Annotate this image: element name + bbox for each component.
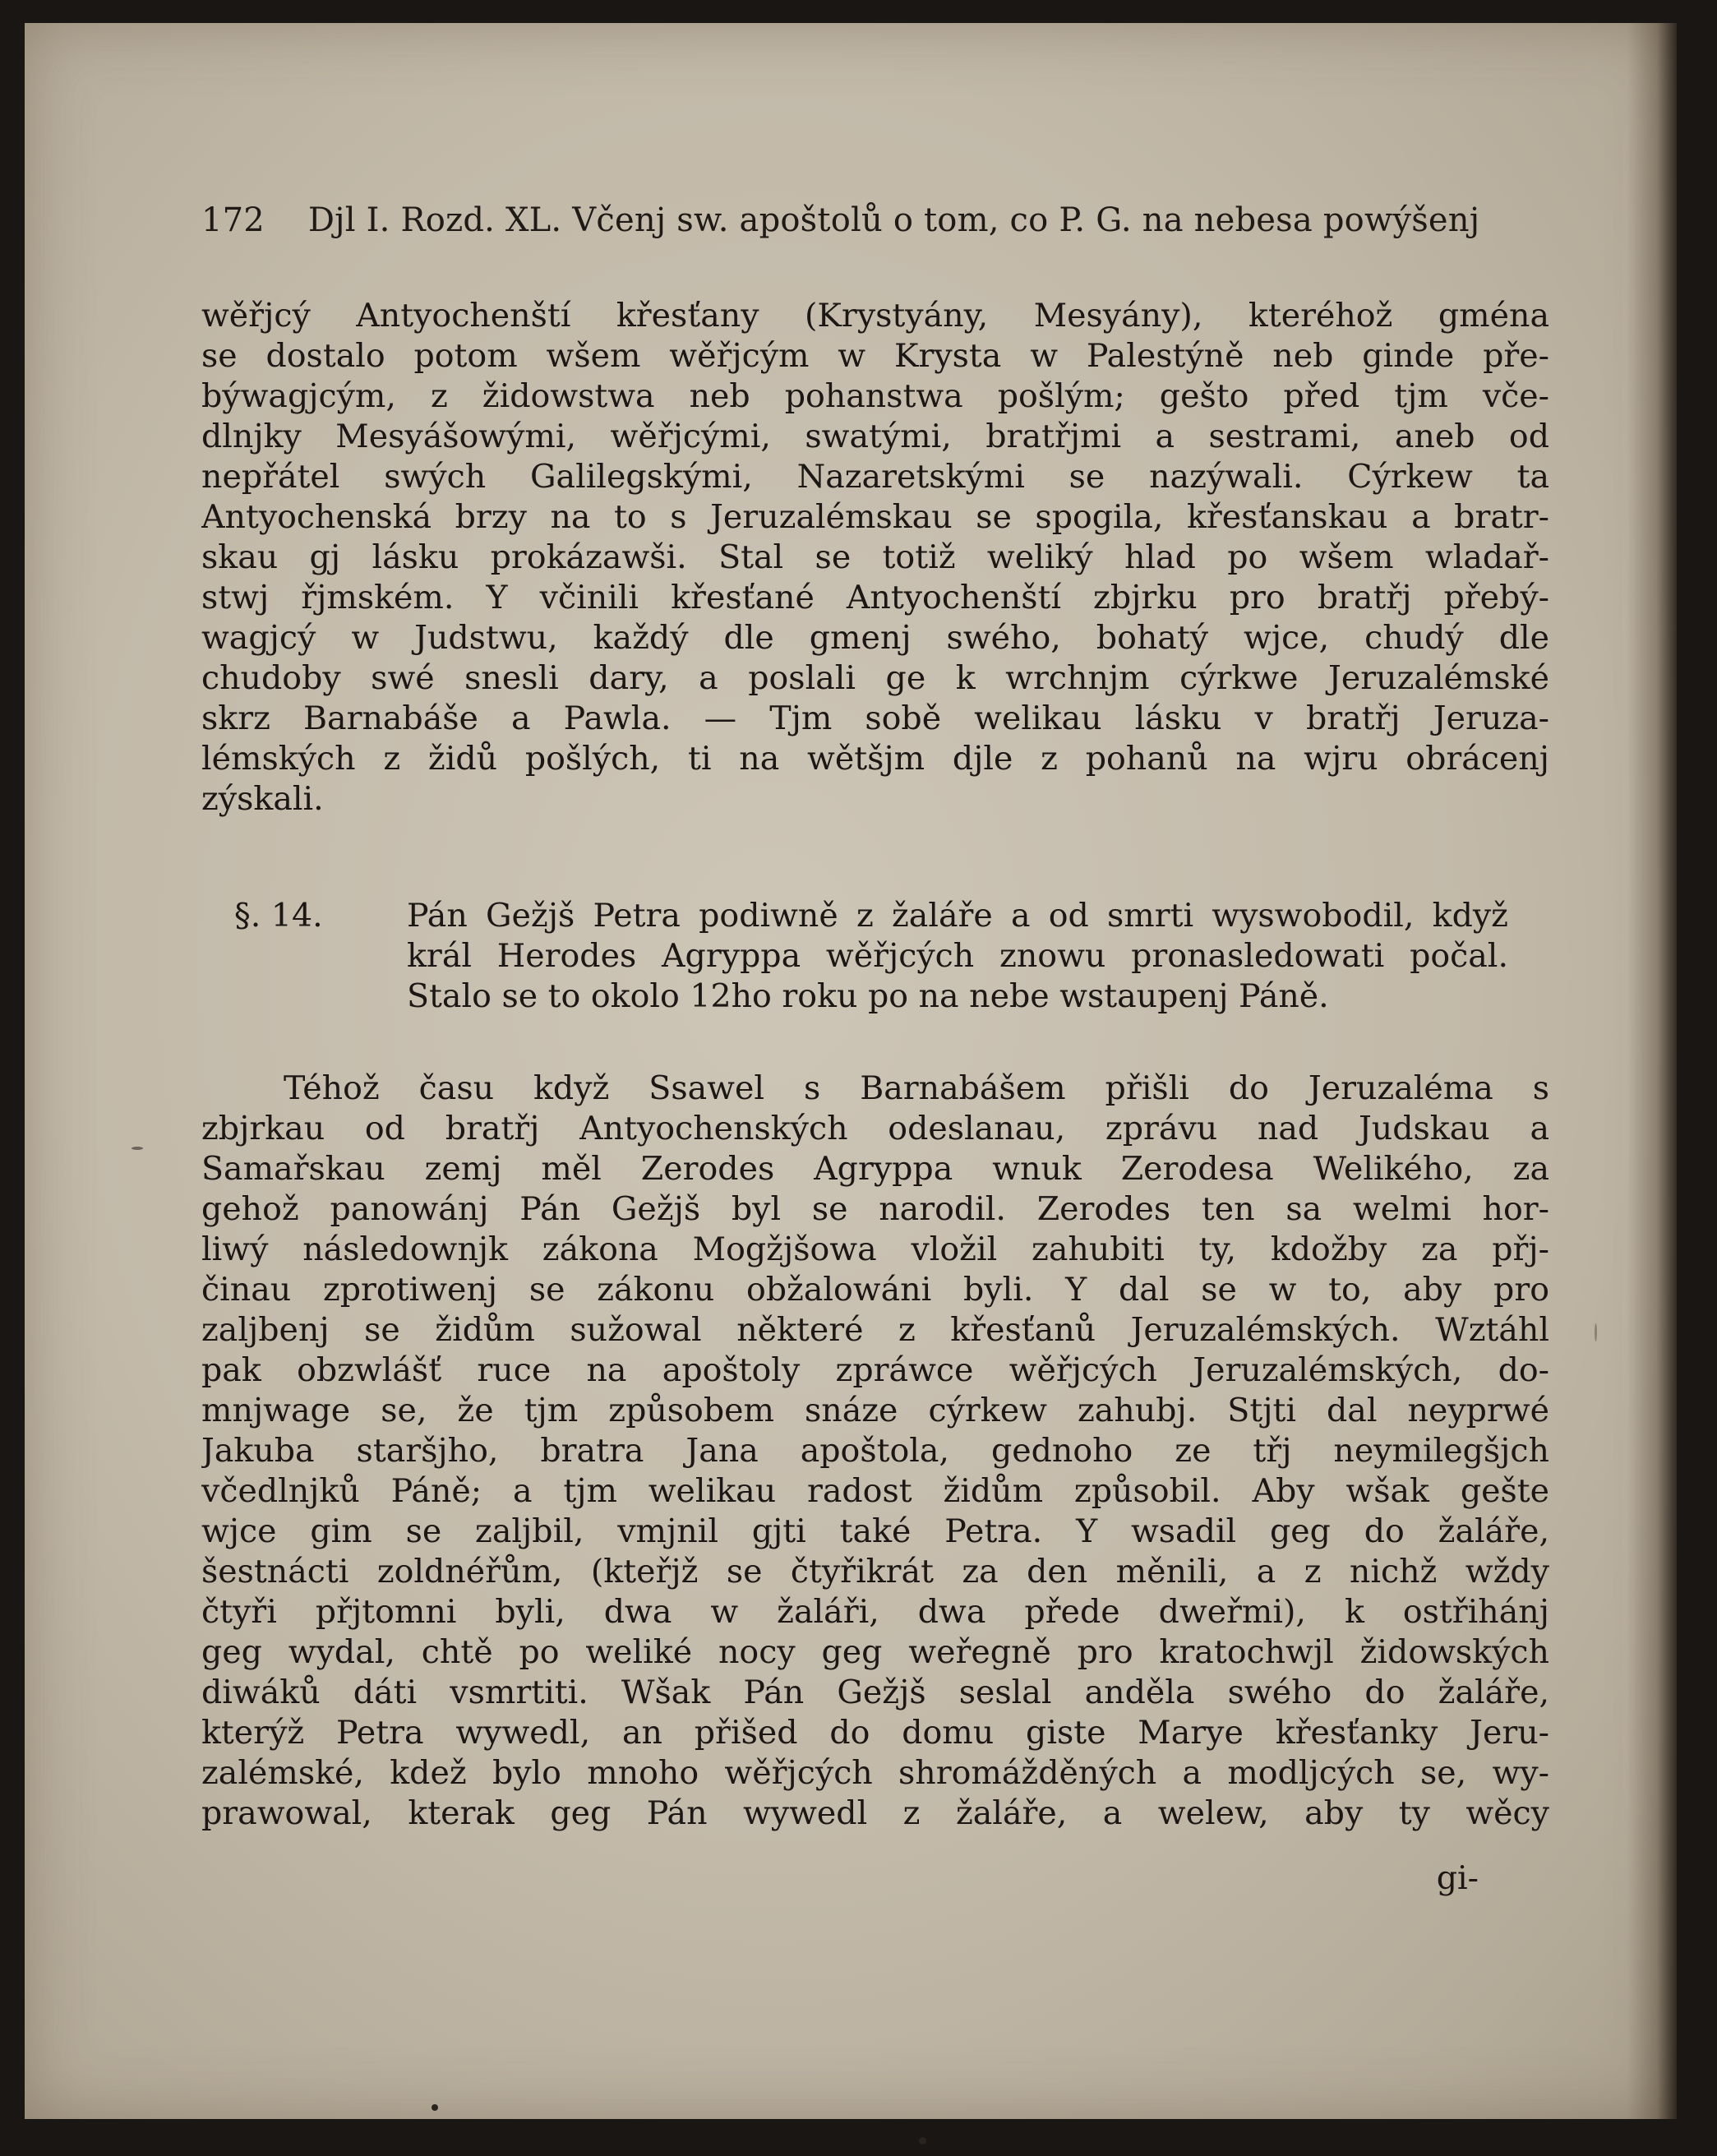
text-line: Jakuba staršjho, bratra Jana apoštola, gednoho ze třj neymilegšjch (201, 1432, 1549, 1470)
text-line: gehož panowánj Pán Gežjš byl se narodil. Zerodes ten sa welmi hor- (201, 1190, 1549, 1228)
running-head (201, 201, 1484, 239)
text-line: se dostalo potom wšem wěřjcým w Krysta w Palestýně neb ginde pře- (201, 337, 1549, 375)
text-line: mnjwage se, že tjm způsobem snáze cýrkew zahubj. Stjti dal neyprwé (201, 1392, 1549, 1429)
text-line: prawowal, kterak geg Pán wywedl z žaláře, a welew, aby ty wěcy (201, 1794, 1549, 1832)
text-line: šestnácti zoldnéřům, (kteřjž se čtyřikrát za den měnili, a z nichž wždy (201, 1553, 1549, 1590)
text-line: stwj řjmském. Y včinili křesťané Antyochenští zbjrku pro bratřj přebý- (201, 579, 1549, 616)
section-title (407, 896, 1508, 1017)
paper-speck (919, 2137, 926, 2144)
paragraph-2 (201, 1069, 1549, 1834)
text-line: včedlnjků Páně; a tjm welikau radost židům způsobil. Aby wšak gešte (201, 1472, 1549, 1510)
section-title-line: Stalo se to okolo 12ho roku po na nebe wstaupenj Páně. (407, 977, 1329, 1015)
paper-speck (1595, 1323, 1597, 1341)
text-line: skau gj lásku prokázawši. Stal se totiž weliký hlad po wšem wladař- (201, 538, 1549, 576)
text-line: zalémské, kdež bylo mnoho wěřjcých shromážděných a modljcých se, wy- (201, 1754, 1549, 1792)
page-gutter-shadow (1627, 23, 1677, 2119)
text-line: býwagjcým, z židowstwa neb pohanstwa pošlým; gešto před tjm vče- (201, 377, 1549, 415)
text-line: skrz Barnabáše a Pawla. — Tjm sobě welikau lásku v bratřj Jeruza- (201, 699, 1549, 737)
text-line: wagjcý w Judstwu, každý dle gmenj swého, bohatý wjce, chudý dle (201, 619, 1549, 657)
text-line: Téhož času když Ssawel s Barnabášem přišli do Jeruzaléma s (284, 1069, 1549, 1107)
text-line: diwáků dáti vsmrtiti. Wšak Pán Gežjš seslal anděla swého do žaláře, (201, 1674, 1549, 1711)
catchword: gi- (1436, 1859, 1479, 1897)
text-line: činau zprotiwenj se zákonu obžalowáni byli. Y dal se w to, aby pro (201, 1271, 1549, 1309)
text-line: liwý následownjk zákona Mogžjšowa vložil zahubiti ty, kdožby za přj- (201, 1230, 1549, 1268)
text-line: wěřjcý Antyochenští křesťany (Krystyány, Mesyány), kteréhož gména (201, 297, 1549, 335)
paper-speck (432, 2104, 438, 2111)
paper-speck (132, 1147, 143, 1150)
text-line: čtyři přjtomni byli, dwa w žaláři, dwa přede dweřmi), k ostřihánj (201, 1593, 1549, 1631)
text-line: zýskali. (201, 780, 324, 818)
text-line: zaljbenj se židům sužowal některé z křesťanů Jeruzalémských. Wztáhl (201, 1311, 1549, 1349)
text-line: pak obzwlášť ruce na apoštoly zpráwce wěřjcých Jeruzalémských, do- (201, 1351, 1549, 1389)
page-number: 172 (201, 201, 265, 239)
section-title-line: král Herodes Agryppa wěřjcých znowu pronasledowati počal. (407, 937, 1508, 975)
text-line: wjce gim se zaljbil, vmjnil gjti také Petra. Y wsadil geg do žaláře, (201, 1512, 1549, 1550)
text-line: geg wydal, chtě po weliké nocy geg weřegně pro kratochwjl židowských (201, 1633, 1549, 1671)
text-line: Antyochenská brzy na to s Jeruzalémskau se spogila, křesťanskau a bratr- (201, 498, 1549, 536)
paragraph-1 (201, 296, 1549, 819)
text-line: kterýž Petra wywedl, an přišed do domu giste Marye křesťanky Jeru- (201, 1714, 1549, 1752)
running-head-title: Djl I. Rozd. XL. Včenj sw. apoštolů o tom, co P. G. na nebesa powýšenj (307, 201, 1480, 239)
text-line: dlnjky Mesyášowými, wěřjcými, swatými, bratřjmi a sestrami, aneb od (201, 418, 1549, 455)
text-line: Samařskau zemj měl Zerodes Agryppa wnuk Zerodesa Welikého, za (201, 1150, 1549, 1188)
text-line: zbjrkau od bratřj Antyochenských odeslanau, zprávu nad Judskau a (201, 1110, 1549, 1147)
text-line: nepřátel swých Galilegskými, Nazaretskými se nazýwali. Cýrkew ta (201, 458, 1549, 496)
section-label: §. 14. (234, 897, 323, 935)
text-line: chudoby swé snesli dary, a poslali ge k wrchnjm cýrkwe Jeruzalémské (201, 659, 1549, 697)
text-line: lémských z židů pošlých, ti na wětšjm djle z pohanů na wjru obrácenj (201, 740, 1549, 778)
section-title-line: Pán Gežjš Petra podiwně z žaláře a od smrti wyswobodil, když (407, 897, 1508, 935)
